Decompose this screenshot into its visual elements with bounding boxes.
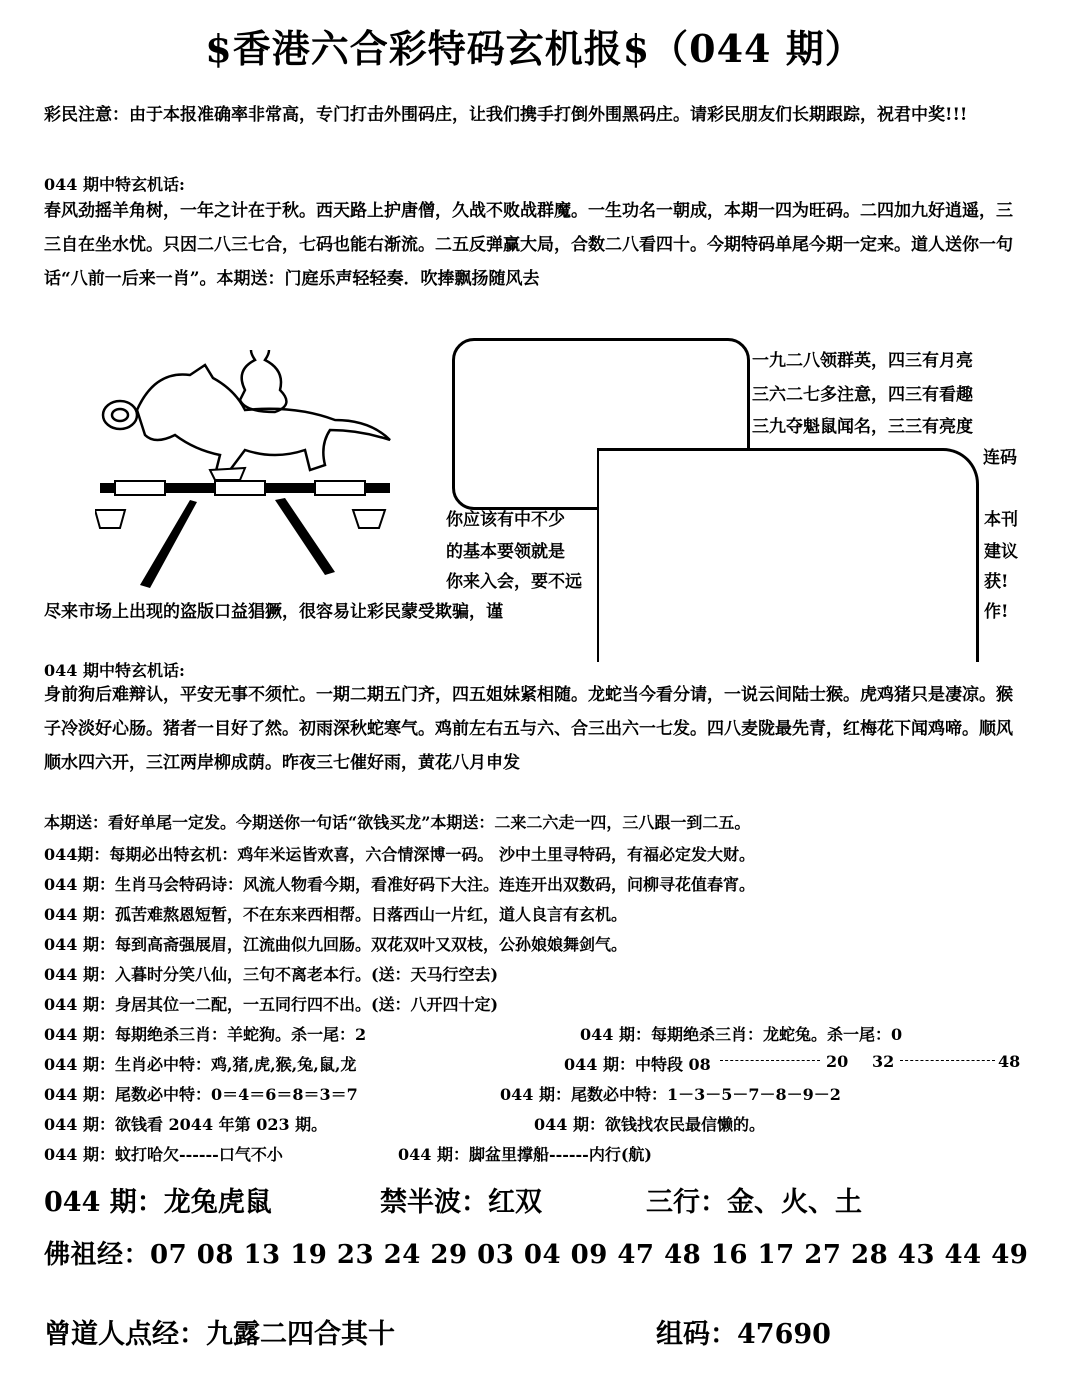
line-12b: 044 期：脚盆里撑船------内行(航): [398, 1145, 652, 1164]
page-title: $香港六合彩特码玄机报$（044 期）: [205, 26, 864, 71]
side-text-m1b: 本刊: [984, 510, 1018, 530]
bottom-five-elements: 三行：金、火、土: [646, 1187, 862, 1218]
side-text-r4: 连码: [983, 448, 1017, 468]
line-10b: 044 期：尾数必中特：1－3－5－7－8－9－2: [500, 1085, 841, 1104]
line-9c: 20: [826, 1052, 849, 1071]
side-text-m2b: 建议: [984, 542, 1018, 562]
line-10a: 044 期：尾数必中特：0＝4＝6＝8＝3＝7: [44, 1085, 358, 1104]
side-text-m2a: 的基本要领就是: [446, 542, 565, 562]
line-9b: 044 期：中特段 08: [564, 1055, 711, 1074]
side-text-m3b: 获!: [984, 572, 1009, 592]
segment-dash-2: [900, 1060, 995, 1061]
line-8b: 044 期：每期绝杀三肖：龙蛇兔。杀一尾：0: [580, 1025, 903, 1044]
side-text-m3a: 你来入会，要不远: [446, 572, 582, 592]
horse-gourd-illustration: [95, 350, 395, 590]
side-text-m4a: 尽来市场上出现的盗版口益猖獗，很容易让彩民蒙受欺骗，谨: [44, 602, 503, 622]
riddle1-text: 春风劲摇羊角树，一年之计在于秋。西天路上护唐僧，久战不败战群魔。一生功名一朝成，本期一四为旺码。二四加九好逍遥，三三自在坐水忧。只因二八三七合，七码也能右渐流。二五反弹赢大局，合数二八看四十。今期特码单尾今期一定来。道人送你一句话“八前一后来一肖”。本期送：门庭乐声轻轻奏．吹捧飘扬随风去: [44, 201, 1013, 289]
line-9d: 32: [872, 1052, 895, 1071]
taoist-sutra: 曾道人点经：九露二四合其十: [44, 1319, 395, 1350]
group-code: 组码：47690: [656, 1319, 831, 1350]
riddle1-heading: 044 期中特玄机话:: [44, 175, 185, 194]
line-8a: 044 期：每期绝杀三肖：羊蛇狗。杀一尾：2: [44, 1025, 367, 1044]
riddle2-text: 身前狗后难辩认，平安无事不须忙。一期二期五门齐，四五姐妹紧相随。龙蛇当今看分请，一说云间陆士猴。虎鸡猪只是凄凉。猴子冷淡好心肠。猪者一目好了然。初雨深秋蛇寒气。鸡前左右五与六、合三出六一七发。四八麦陇最先青，红梅花下闻鸡啼。顺风顺水四六开，三江两岸柳成荫。昨夜三七催好雨，黄花八月申发: [44, 685, 1013, 773]
line-9a: 044 期：生肖必中特：鸡,猪,虎,猴,兔,鼠,龙: [44, 1055, 357, 1074]
callout-box-bottom: [597, 448, 979, 662]
line-1: 本期送：看好单尾一定发。今期送你一句话“欲钱买龙”本期送：二来二六走一四，三八跟一到二五。: [44, 813, 751, 832]
line-4: 044 期：孤苦难熬恩短暂，不在东来西相帮。日落西山一片红，道人良言有玄机。: [44, 905, 627, 924]
side-text-m4b: 作!: [984, 602, 1009, 622]
line-3: 044 期：生肖马会特码诗：风流人物看今期，看准好码下大注。连连开出双数码，问柳寻花值春宵。: [44, 875, 755, 894]
riddle2-heading: 044 期中特玄机话:: [44, 661, 185, 680]
notice-text: 彩民注意：由于本报准确率非常高，专门打击外围码庄，让我们携手打倒外围黑码庄。请彩民朋友们长期跟踪，祝君中奖!!!: [44, 105, 968, 125]
side-text-r1: 一九二八领群英，四三有月亮: [752, 351, 973, 371]
line-11a: 044 期：欲钱看 2044 年第 023 期。: [44, 1115, 328, 1134]
side-text-r2: 三六二七多注意，四三有看趣: [752, 385, 973, 405]
line-5: 044 期：每到高斋强展眉，江流曲似九回肠。双花双叶又双枝，公孙娘娘舞剑气。: [44, 935, 627, 954]
line-2: 044期：每期必出特玄机：鸡年米运皆欢喜，六合情深博一码。 沙中土里寻特码，有福必定发大财。: [44, 845, 755, 864]
line-9e: 48: [998, 1052, 1021, 1071]
line-11b: 044 期：欲钱找农民最信懒的。: [534, 1115, 765, 1134]
side-text-m1a: 你应该有中不少: [446, 510, 565, 530]
buddha-sutra-numbers: 佛祖经：07 08 13 19 23 24 29 03 04 09 47 48 16 17 27 28 43 44 49: [44, 1240, 1029, 1270]
bottom-zodiac: 044 期：龙兔虎鼠: [44, 1187, 272, 1218]
bottom-ban-wave: 禁半波：红双: [380, 1187, 542, 1218]
segment-dash-1: [720, 1060, 820, 1061]
line-7: 044 期：身居其位一二配，一五同行四不出。(送：八开四十定): [44, 995, 499, 1014]
line-6: 044 期：入暮时分笑八仙，三句不离老本行。(送：天马行空去): [44, 965, 499, 984]
side-text-r3: 三九夺魁鼠闻名，三三有亮度: [752, 417, 973, 437]
line-12a: 044 期：蚊打哈欠------口气不小: [44, 1145, 283, 1164]
